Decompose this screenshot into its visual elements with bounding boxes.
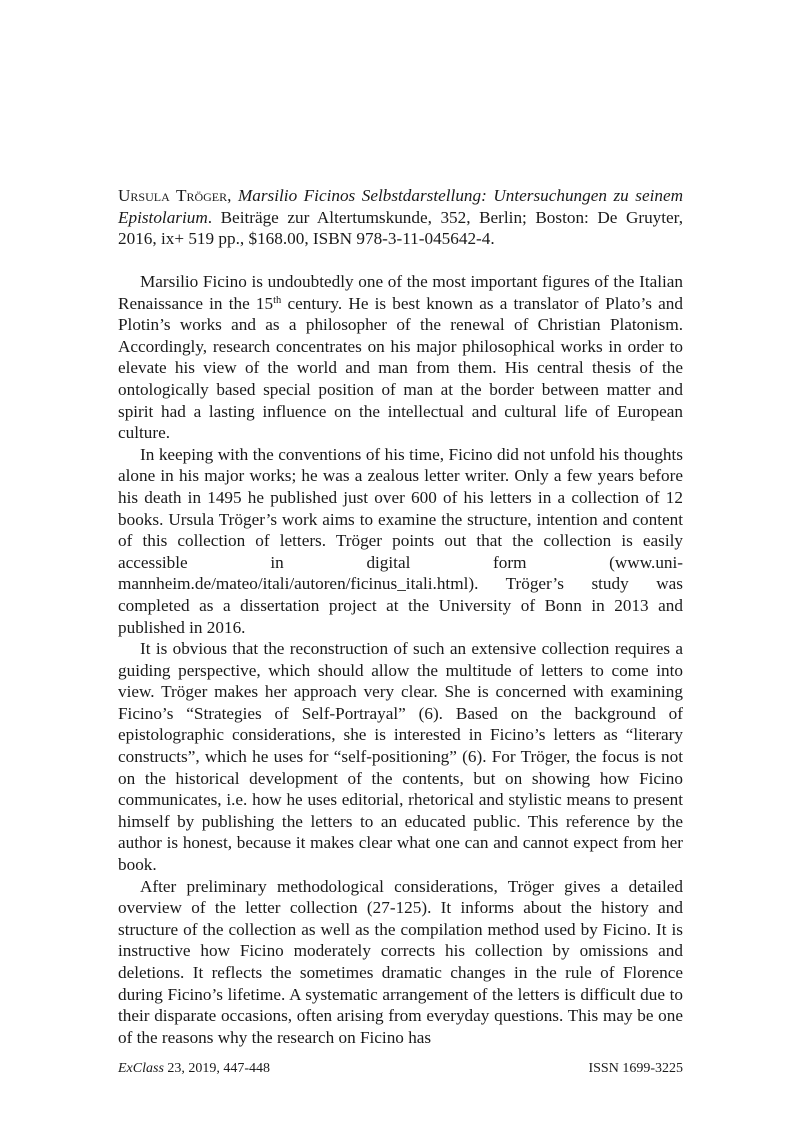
journal-name: ExClass	[118, 1061, 164, 1076]
journal-volume-pages: 23, 2019, 447-448	[163, 1061, 271, 1076]
ordinal-superscript: th	[273, 294, 282, 306]
review-body	[118, 271, 683, 1048]
reviewed-book-details: . Beiträge zur Altertumskunde, 352, Berlin; Boston: De Gruyter, 2016, ix+ 519 pp., $168.00, ISBN 978-3-11-045642-4.	[118, 207, 683, 249]
page-footer	[118, 1060, 683, 1078]
reviewed-author: Ursula Tröger	[118, 186, 228, 205]
paragraph-1: Marsilio Ficino is undoubtedly one of the most important figures of the Italian Renaissance in the 15th century. He is best known as a translator of Plato’s and Plotin’s works and as a philosopher of the renewal of Christian Platonism. Accordingly, research concentrates on his major philosophical works in order to elevate his view of the world and man from them. His central thesis of the ontologically based special position of man at the border between matter and spirit had a lasting influence on the intellectual and cultural life of European culture.	[118, 272, 683, 443]
footer-issn: ISSN 1699-3225	[588, 1061, 683, 1076]
paragraph-2: In keeping with the conventions of his time, Ficino did not unfold his thoughts alone in his major works; he was a zealous letter writer. Only a few years before his death in 1495 he published just over 600 of his letters in a collection of 12 books. Ursula Tröger’s work aims to examine the structure, intention and content of this collection of letters. Tröger points out that the collection is easily accessible in digital form (www.uni-mannheim.de/mateo/itali/autoren/ficinus_itali.html). Tröger’s study was completed as a dissertation project at the University of Bonn in 2013 and published in 2016.	[118, 444, 683, 637]
reviewed-book-title: Marsilio Ficinos Selbstdarstellung: Untersuchungen zu seinem Epistolarium	[118, 186, 683, 227]
paragraph-3: It is obvious that the reconstruction of such an extensive collection requires a guiding perspective, which should allow the multitude of letters to come into view. Tröger makes her approach very clear. She is concerned with examining Ficino’s “Strategies of Self-Portrayal” (6). Based on the background of epistolographic considerations, she is interested in Ficino’s letters as “literary constructs”, which he uses for “self-positioning” (6). For Tröger, the focus is not on the historical development of the contents, but on showing how Ficino communicates, i.e. how he uses editorial, rhetorical and stylistic means to present himself by publishing the letters to an educated public. This reference by the author is honest, because it makes clear what one can and cannot expect from her book.	[118, 639, 683, 875]
paragraph-4: After preliminary methodological considerations, Tröger gives a detailed overview of the letter collection (27-125). It informs about the history and structure of the collection as well as the compilation method used by Ficino. It is instructive how Ficino moderately corrects his collection by omissions and deletions. It reflects the sometimes dramatic changes in the rule of Florence during Ficino’s lifetime. A systematic arrangement of the letters is difficult due to their disparate occasions, often arising from everyday questions. This may be one of the reasons why the research on Ficino has	[118, 876, 683, 1047]
review-citation: Ursula Tröger, Marsilio Ficinos Selbstdarstellung: Untersuchungen zu seinem Epistolarium. Beiträge zur Altertumskunde, 352, Berlin; Boston: De Gruyter, 2016, ix+ 519 pp., $168.00, ISBN 978-3-11-045642-4.	[118, 186, 683, 249]
footer-journal-citation	[118, 1060, 270, 1078]
